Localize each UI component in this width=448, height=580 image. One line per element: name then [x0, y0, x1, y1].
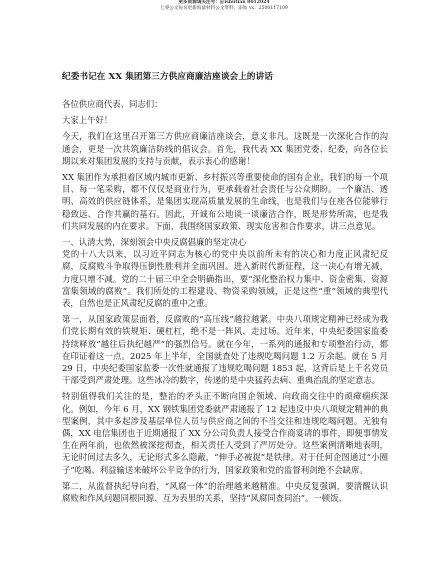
paragraph-policy: 党的十八大以来，以习近平同志为核心的党中央以前所未有的决心和力度正风肃纪反腐，反腐败斗争取得压倒性胜利并全面巩固。进入新时代新征程，这一决心有增无减，力度只增不减。党的二十届三中全会明确指出，要“深化整治权力集中、资金密集、资源富集领域的腐败”。我们所处的工程建设、物资采购领域，正是这些“重”领域的典型代表，自然也是正风肃纪反腐的重中之重。 — [62, 249, 388, 309]
paragraph-intro: 今天，我们在这里召开第三方供应商廉洁座谈会，意义非凡。这既是一次深化合作的沟通会，更是一次共筑廉洁防线的倡议会。首先，我代表 XX 集团党委、纪委，向各位长期以来对集团发展的支持与贡献，表示衷心的感谢！ — [62, 131, 388, 166]
salutation: 各位供应商代表、同志们： — [62, 99, 163, 109]
document-body — [62, 98, 388, 504]
document-title: 纪委书记在 XX 集团第三方供应商廉洁座谈会上的讲话 — [62, 72, 273, 82]
paragraph-point-1: 第一，从国家政策层面看，反腐败的“高压线”越拉越紧。中央八项规定精神已经成为我们党长期有效的铁规矩、硬杠杠，绝不是一阵风、走过场。近年来，中央纪委国家监委持续释放“越往后执纪越严”的强烈信号。就在今年，一系列的通报和专项整治行动，都在印证着这一点。2025 年上半年，全国就查处了违规吃喝问题 1.2 万余起。就在 5 月 29 日，中央纪委国家监委一次性就通报了违规吃喝问题 1853 起，这背后是上千名党员干部受到严肃处理。这些冰冷的数字，传递的是中央猛药去病、重典治乱的坚定意志。 — [62, 314, 388, 386]
page-header — [0, 0, 448, 12]
paragraph-background: XX 集团作为承担着区域内城市更新、乡村振兴等重要使命的国有企业，我们的每一个项目、每一笔采购，都不仅仅是商业行为，更承载着社会责任与公众期盼。一个廉洁、透明、高效的供应链体系，是集团实现高质量发展的生命线，也是我们与在座各位能够行稳致远、合作共赢的基石。因此，开诚布公地谈一谈廉洁合作，既是形势所需，也是我们共同发展的内在要求。下面，我围绕国家政策、现实危害和合作要求，讲三点意见。 — [62, 172, 388, 231]
section-heading-1: 一、认清大势，深刻领会中央反腐倡廉的坚定决心 — [62, 237, 247, 248]
header-line-2: 七零公文每日更新海量材料公文资料，添加 vx：2500117109 — [160, 6, 288, 12]
greeting: 大家上午好！ — [62, 115, 113, 126]
header-line-1: 更多资源请关注号：@ishutian 8012024 — [178, 0, 270, 5]
paragraph-cases: 特别值得我们关注的是，整治的矛头正不断向国企领域、向政商交往中的顽瘴痼疾深化。例如，今年 6 月，XX 钢铁集团党委就严肃通报了 12 起违反中央八项规定精神的典型案例，其中多起涉及基层单位人员与供应商之间的不当交往和违规吃喝问题。无独有偶，XX 电信集团也于近期通报了 XX 分公司负责人接受合作商宴请的事件，即便事情发生在两年前，也依然被深挖彻查，相关责任人受到了严厉处分。这些案例清晰地表明，无论时间过去多久，无论形式多么隐蔽，“伸手必被捉”是铁律。对于任何企图通过“小圈子”吃喝、利益输送来破坏公平竞争的行为，国家政策和党的监督利剑绝不会缺席。 — [62, 391, 388, 475]
paragraph-point-2: 第二，从监督执纪导向看，“风腐一体”的治理越来越精准。中央反复强调，要清醒认识腐败和作风问题同根同源、互为表里的关系，坚持“风腐同查同治”。一顿饭、 — [62, 480, 388, 504]
